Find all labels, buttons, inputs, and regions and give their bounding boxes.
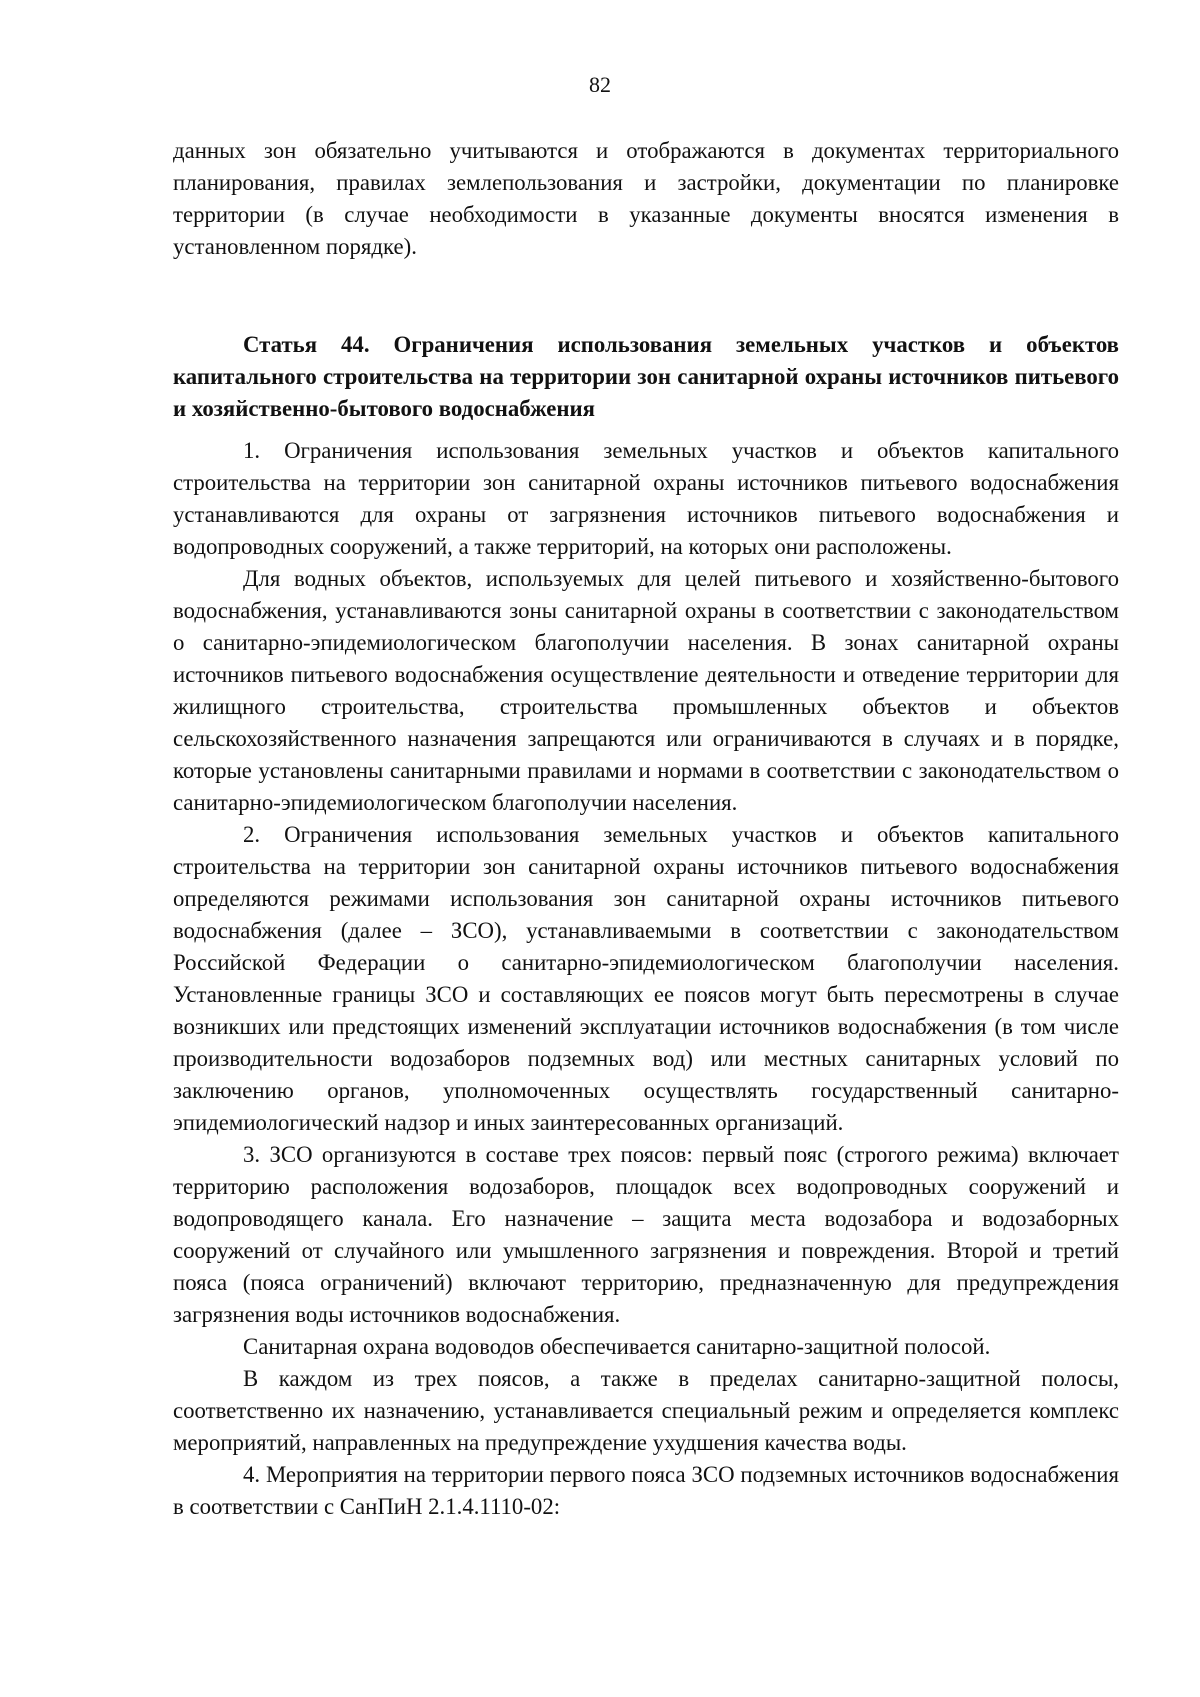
article-paragraph-2: Для водных объектов, используемых для целей питьевого и хозяйственно-бытового водоснабжения, устанавливаются зоны санитарной охраны в соответствии с законодательством о санитарно-эпидемиологическом благополучии населения. В зонах санитарной охраны источников питьевого водоснабжения осуществление деятельности и отведение территории для жилищного строительства, строительства промышленных объектов и объектов сельскохозяйственного назначения запрещаются или ограничиваются в случаях и в порядке, которые установлены санитарными правилами и нормами в соответствии с законодательством о санитарно-эпидемиологическом благополучии населения. <box>173 566 1119 815</box>
article-paragraph-3: 2. Ограничения использования земельных участков и объектов капитального строительства на территории зон санитарной охраны источников питьевого водоснабжения определяются режимами использования зон санитарной охраны источников питьевого водоснабжения (далее – ЗСО), устанавливаемыми в соответствии с законодательством Российской Федерации о санитарно-эпидемиологическом благополучии населения. Установленные границы ЗСО и составляющих ее поясов могут быть пересмотрены в случае возникших или предстоящих изменений эксплуатации источников водоснабжения (в том числе производительности водозаборов подземных вод) или местных санитарных условий по заключению органов, уполномоченных осуществлять государственный санитарно-эпидемиологический надзор и иных заинтересованных организаций. <box>173 822 1119 1135</box>
article-paragraph-5: Санитарная охрана водоводов обеспечивается санитарно-защитной полосой. <box>243 1334 991 1359</box>
article-paragraph-4: 3. ЗСО организуются в составе трех поясов: первый пояс (строгого режима) включает территорию расположения водозаборов, площадок всех водопроводных сооружений и водопроводящего канала. Его назначение – защита места водозабора и водозаборных сооружений от случайного или умышленного загрязнения и повреждения. Второй и третий пояса (пояса ограничений) включают территорию, предназначенную для предупреждения загрязнения воды источников водоснабжения. <box>173 1142 1119 1327</box>
page-content <box>173 135 1119 1523</box>
article-heading: Статья 44. Ограничения использования земельных участков и объектов капитального строительства на территории зон санитарной охраны источников питьевого и хозяйственно-бытового водоснабжения <box>173 332 1119 421</box>
intro-paragraph: данных зон обязательно учитываются и отображаются в документах территориального планирования, правилах землепользования и застройки, документации по планировке территории (в случае необходимости в указанные документы вносятся изменения в установленном порядке). <box>173 138 1119 259</box>
page-number: 82 <box>589 72 611 97</box>
article-paragraph-1: 1. Ограничения использования земельных участков и объектов капитального строительства на территории зон санитарной охраны источников питьевого водоснабжения устанавливаются для охраны от загрязнения источников питьевого водоснабжения и водопроводных сооружений, а также территорий, на которых они расположены. <box>173 438 1119 559</box>
article-paragraph-7: 4. Мероприятия на территории первого пояса ЗСО подземных источников водоснабжения в соответствии с СанПиН 2.1.4.1110-02: <box>173 1462 1119 1519</box>
article-paragraph-6: В каждом из трех поясов, а также в пределах санитарно-защитной полосы, соответственно их назначению, устанавливается специальный режим и определяется комплекс мероприятий, направленных на предупреждение ухудшения качества воды. <box>173 1366 1119 1455</box>
